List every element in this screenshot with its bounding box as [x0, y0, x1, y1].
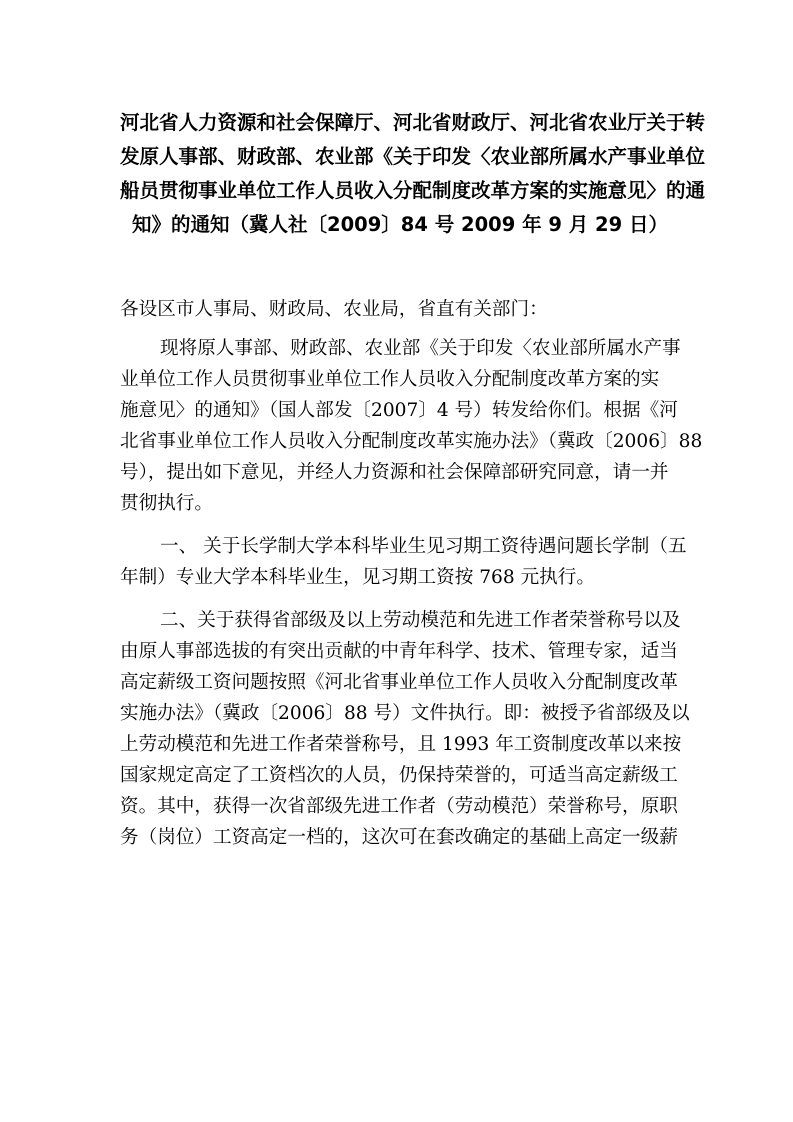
paragraph-line: 年制）专业大学本科毕业生，见习期工资按 768 元执行。 [120, 567, 595, 588]
paragraph-line: 上劳动模范和先进工作者荣誉称号，且 1993 年工资制度改革以来按 [120, 734, 682, 755]
paragraph-line: 国家规定高定了工资档次的人员，仍保持荣誉的，可适当高定薪级工 [120, 765, 678, 786]
paragraph-item-1 [120, 531, 687, 593]
paragraph-intro [120, 333, 703, 519]
paragraph-line: 一、 关于长学制大学本科毕业生见习期工资待遇问题长学制（五 [160, 536, 687, 557]
title-line: 知》的通知（冀人社〔2009〕84 号 2009 年 9 月 29 日） [132, 213, 668, 236]
paragraph-line: 高定薪级工资问题按照《河北省事业单位工作人员收入分配制度改革 [120, 672, 678, 693]
title-line: 发原人事部、财政部、农业部《关于印发〈农业部所属水产事业单位 [120, 145, 706, 168]
paragraph-line: 北省事业单位工作人员收入分配制度改革实施办法》（冀政〔2006〕88 [120, 431, 703, 452]
paragraph-line: 贯彻执行。 [120, 493, 213, 514]
paragraph-line: 由原人事部选拔的有突出贡献的中青年科学、技术、管理专家，适当 [120, 641, 678, 662]
document-body [120, 294, 703, 853]
paragraph-line: 务（岗位）工资高定一档的，这次可在套改确定的基础上高定一级薪 [120, 827, 678, 848]
paragraph-line: 施意见〉的通知》（国人部发〔2007〕4 号）转发给你们。根据《河 [120, 400, 678, 421]
paragraph-item-2 [120, 605, 690, 853]
paragraph-line: 实施办法》（冀政〔2006〕88 号）文件执行。即：被授予省部级及以 [120, 703, 690, 724]
paragraph-line: 业单位工作人员贯彻事业单位工作人员收入分配制度改革方案的实 [120, 369, 660, 390]
salutation: 各设区市人事局、财政局、农业局，省直有关部门： [120, 299, 548, 320]
paragraph-line: 现将原人事部、财政部、农业部《关于印发〈农业部所属水产事 [160, 338, 681, 359]
paragraph-line: 资。其中，获得一次省部级先进工作者（劳动模范）荣誉称号，原职 [120, 796, 678, 817]
title-line: 河北省人力资源和社会保障厅、河北省财政厅、河北省农业厅关于转 [120, 111, 706, 134]
document-title [120, 106, 706, 242]
title-line: 船员贯彻事业单位工作人员收入分配制度改革方案的实施意见〉的通 [120, 179, 706, 202]
paragraph-line: 号），提出如下意见，并经人力资源和社会保障部研究同意，请一并 [120, 462, 669, 483]
paragraph-line: 二、关于获得省部级及以上劳动模范和先进工作者荣誉称号以及 [160, 610, 681, 631]
